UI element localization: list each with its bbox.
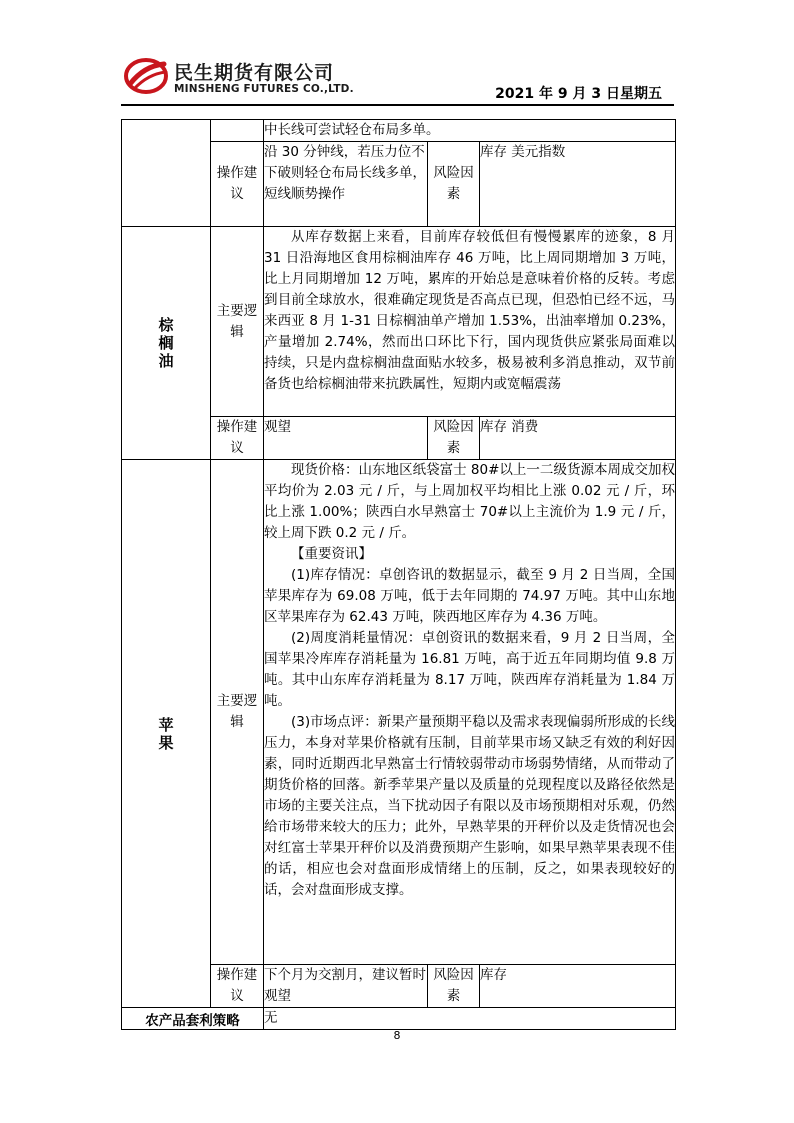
category-palm-oil — [122, 227, 211, 460]
apple-logic — [264, 460, 676, 965]
company-name-en: MINSHENG FUTURES CO.,LTD. — [174, 83, 354, 95]
apple-item-1: (1)库存情况：卓创咨讯的数据显示，截至 9 月 2 日当周，全国苹果库存为 69.08 万吨，低于去年同期的 74.97 万吨。其中山东地区苹果库存为 62.43 万吨，陕西地区库存为 4.36 万吨。 — [264, 567, 676, 625]
risk-label: 风险因素 — [428, 965, 480, 1008]
apple-news-title: 【重要资讯】 — [291, 546, 372, 562]
table-row — [122, 1008, 676, 1030]
palm-oil-logic-paragraph: 从库存数据上来看，目前库存较低但有慢慢累库的迹象，8 月 31 日沿海地区食用棕榈油库存 46 万吨，比上周同期增加 3 万吨，比上月同期增加 12 万吨，累库的开始总是意味着价格的反转。考虑到目前全球放水，很难确定现货是否高点已现，但恐怕已经不远，马来西亚 8 月 1-31 日棕榈油单产增加 1.53%，出油率增加 0.23%，产量增加 2.74%，然而出口环比下行，国内现货供应紧张局面难以持续，只是内盘棕榈油盘面贴水较多，极易被利多消息推动，双节前备货也给棕榈油带来抗跌属性，短期内或宽幅震荡 — [264, 229, 676, 392]
continuation-text — [264, 120, 676, 142]
risk-label: 风险因素 — [428, 142, 480, 227]
ops-text: 下个月为交割月，建议暂时观望 — [264, 965, 428, 1008]
category-label: 棕榈油 — [158, 316, 174, 370]
table-row — [122, 227, 676, 417]
apple-spot-paragraph: 现货价格：山东地区纸袋富士 80#以上一二级货源本周成交加权平均价为 2.03 元 / 斤，与上周加权平均相比上涨 0.02 元 / 斤，环比上涨 1.00%；陕西白水早熟富士 70#以上主流价为 1.9 元 / 斤，较上周下跌 0.2 元 / 斤。 — [264, 462, 676, 541]
company-name-cn: 民生期货有限公司 — [174, 62, 335, 84]
strategy-table — [121, 119, 676, 1030]
apple-item-3: (3)市场点评：新果产量预期平稳以及需求表现偏弱所形成的长线压力，本身对苹果价格就有压制，目前苹果市场又缺乏有效的利好因素，同时近期西北早熟富士行情较弱带动市场弱势情绪，从而带动了期货价格的回落。新季苹果产量以及质量的兑现程度以及路径依然是市场的主要关注点，当下扰动因子有限以及市场预期相对乐观，仍然给市场带来较大的压力；此外，早熟苹果的开秤价以及走货情况也会对红富士苹果开秤价以及消费预期产生影响，如果早熟苹果表现不佳的话，相应也会对盘面形成情绪上的压制，反之，如果表现较好的话，会对盘面形成支撑。 — [264, 714, 676, 898]
ops-label: 操作建议 — [211, 142, 264, 227]
ops-text: 观望 — [264, 417, 428, 460]
apple-item-2: (2)周度消耗量情况：卓创资讯的数据来看，9 月 2 日当周，全国苹果冷库库存消耗量为 16.81 万吨，高于近五年同期均值 9.8 万吨。其中山东库存消耗量为 8.17 万吨，陕西库存消耗量为 1.84 万吨。 — [264, 630, 676, 709]
category-cell-previous — [122, 120, 211, 227]
ops-label: 操作建议 — [211, 417, 264, 460]
company-logo — [124, 56, 364, 100]
risk-text: 库存 消费 — [480, 417, 676, 460]
header-divider — [121, 104, 674, 106]
logic-label: 主要逻辑 — [211, 227, 264, 417]
arbitrage-value: 无 — [264, 1008, 676, 1030]
risk-label: 风险因素 — [428, 417, 480, 460]
page-number: 8 — [393, 1029, 401, 1042]
report-date: 2021 年 9 月 3 日星期五 — [495, 86, 662, 102]
palm-oil-logic — [264, 227, 676, 417]
category-apple — [122, 460, 211, 1008]
arbitrage-label: 农产品套利策略 — [122, 1008, 264, 1030]
logic-label: 主要逻辑 — [211, 460, 264, 965]
continuation-paragraph: 中长线可尝试轻仓布局多单。 — [264, 122, 440, 138]
logo-swoosh-icon — [124, 56, 168, 96]
table-row — [122, 120, 676, 142]
ops-label: 操作建议 — [211, 965, 264, 1008]
category-label: 苹果 — [158, 715, 174, 752]
risk-text: 库存 美元指数 — [480, 142, 676, 227]
ops-text: 沿 30 分钟线，若压力位不下破则轻仓布局长线多单，短线顺势操作 — [264, 142, 428, 227]
label-cell-empty — [211, 120, 264, 142]
risk-text: 库存 — [480, 965, 676, 1008]
table-row — [122, 460, 676, 965]
